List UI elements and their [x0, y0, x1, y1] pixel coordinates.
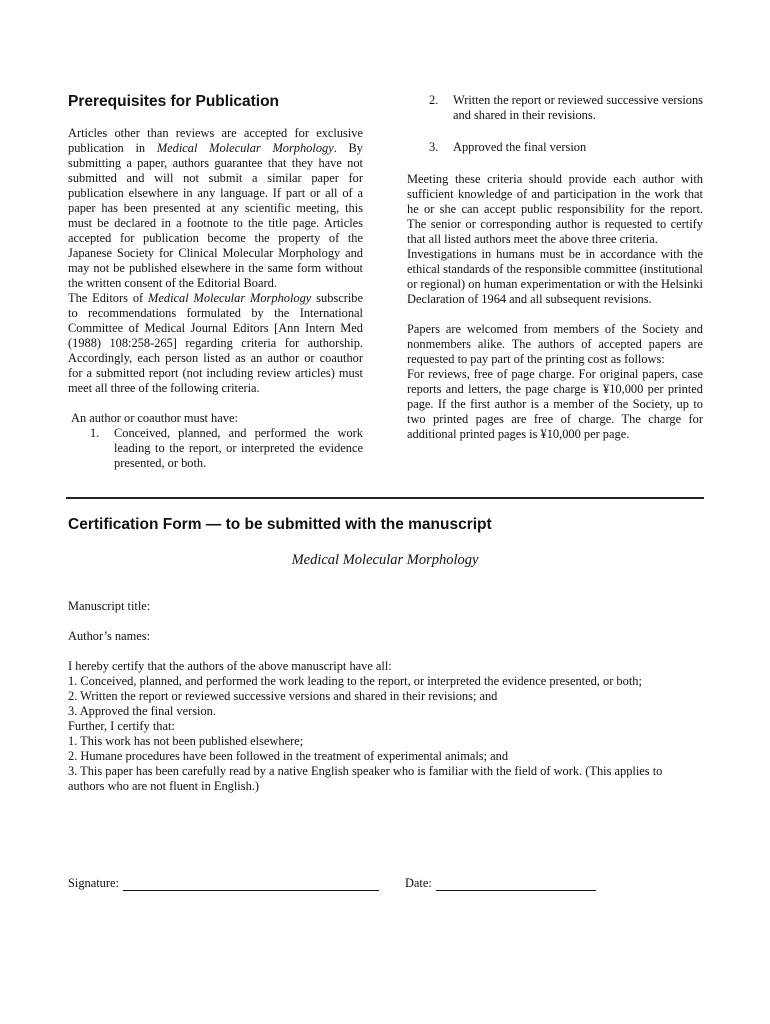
certification-statements	[68, 659, 708, 794]
signature-row	[68, 876, 596, 891]
date-field[interactable]	[436, 878, 596, 891]
certification-line: Further, I certify that:	[68, 719, 175, 733]
authors-names-label: Author’s names:	[68, 629, 151, 643]
certification-line: I hereby certify that the authors of the above manuscript have all:	[68, 659, 392, 673]
criteria-intro: An author or coauthor must have:	[71, 411, 238, 425]
section-divider	[66, 497, 704, 499]
certification-line: 3. This paper has been carefully read by a native English speaker who is familiar with the field of work. (This applies to authors who are not fluent in English.)	[68, 764, 663, 793]
human-investigation-paragraph: Investigations in humans must be in accordance with the ethical standards of the responsible committee (institutional or regional) on human experimentation or with the Helsinki Declaration of 1964 and all subsequent revisions.	[407, 247, 703, 306]
exclusive-publication-paragraph: Articles other than reviews are accepted for exclusive publication in Medical Molecular Morphology. By submitting a paper, authors guarantee that they have not submitted and will not submit a similar paper for publication elsewhere in any language. If part or all of a paper has been presented at any scientific meeting, this must be declared in a footnote to the title page. Articles accepted for publication become the property of the Japanese Society for Clinical Molecular Morphology and may not be published elsewhere in the same form without the written consent of the Editorial Board.	[68, 126, 363, 290]
criterion-item: 3. Approved the final version	[429, 140, 587, 154]
certification-title: Certification Form — to be submitted with the manuscript	[68, 516, 492, 533]
certification-form	[68, 599, 708, 794]
journal-name: Medical Molecular Morphology	[291, 552, 479, 568]
criteria-responsibility-paragraph: Meeting these criteria should provide each author with sufficient knowledge of and participation in the work that he or she can accept public responsibility for the report. The senior or corresponding author is requested to certify that all listed authors meet the above three criteria.	[407, 172, 703, 246]
authorship-paragraph: The Editors of Medical Molecular Morphology subscribe to recommendations formulated by the International Committee of Medical Journal Editors [Ann Intern Med (1988) 108:258-265] regarding criteria for authorship. Accordingly, each person listed as an author or coauthor for a submitted report (not including review articles) must meet all three of the following criteria.	[68, 291, 363, 395]
prerequisites-right-column	[407, 93, 703, 442]
prerequisites-title: Prerequisites for Publication	[68, 93, 280, 110]
criteria-list-part1	[68, 426, 363, 471]
certification-line: 3. Approved the final version.	[68, 704, 216, 718]
date-label: Date:	[404, 876, 432, 890]
page-charge-paragraph: For reviews, free of page charge. For original papers, case reports and letters, the page charge is ¥10,000 per printed page. If the first author is a member of the Society, up to two printed pages are free of charge. The charge for additional printed pages is ¥10,000 per page.	[407, 367, 703, 441]
manuscript-title-label: Manuscript title:	[68, 599, 151, 613]
membership-paragraph: Papers are welcomed from members of the Society and nonmembers alike. The authors of accepted papers are requested to pay part of the printing cost as follows:	[407, 322, 703, 366]
signature-field[interactable]	[123, 878, 379, 891]
criterion-item: 1. Conceived, planned, and performed the work leading to the report, or interpreted the evidence presented, or both.	[90, 426, 363, 470]
certification-line: 2. Written the report or reviewed successive versions and shared in their revisions; and	[68, 689, 498, 703]
criteria-list-part2	[407, 93, 703, 155]
prerequisites-left-column	[68, 126, 363, 471]
criterion-item: 2. Written the report or reviewed successive versions and shared in their revisions.	[429, 93, 703, 122]
certification-line: 2. Humane procedures have been followed in the treatment of experimental animals; and	[68, 749, 509, 763]
certification-line: 1. Conceived, planned, and performed the work leading to the report, or interpreted the evidence presented, or both;	[68, 674, 642, 688]
signature-label: Signature:	[68, 876, 119, 890]
certification-line: 1. This work has not been published elsewhere;	[68, 734, 304, 748]
